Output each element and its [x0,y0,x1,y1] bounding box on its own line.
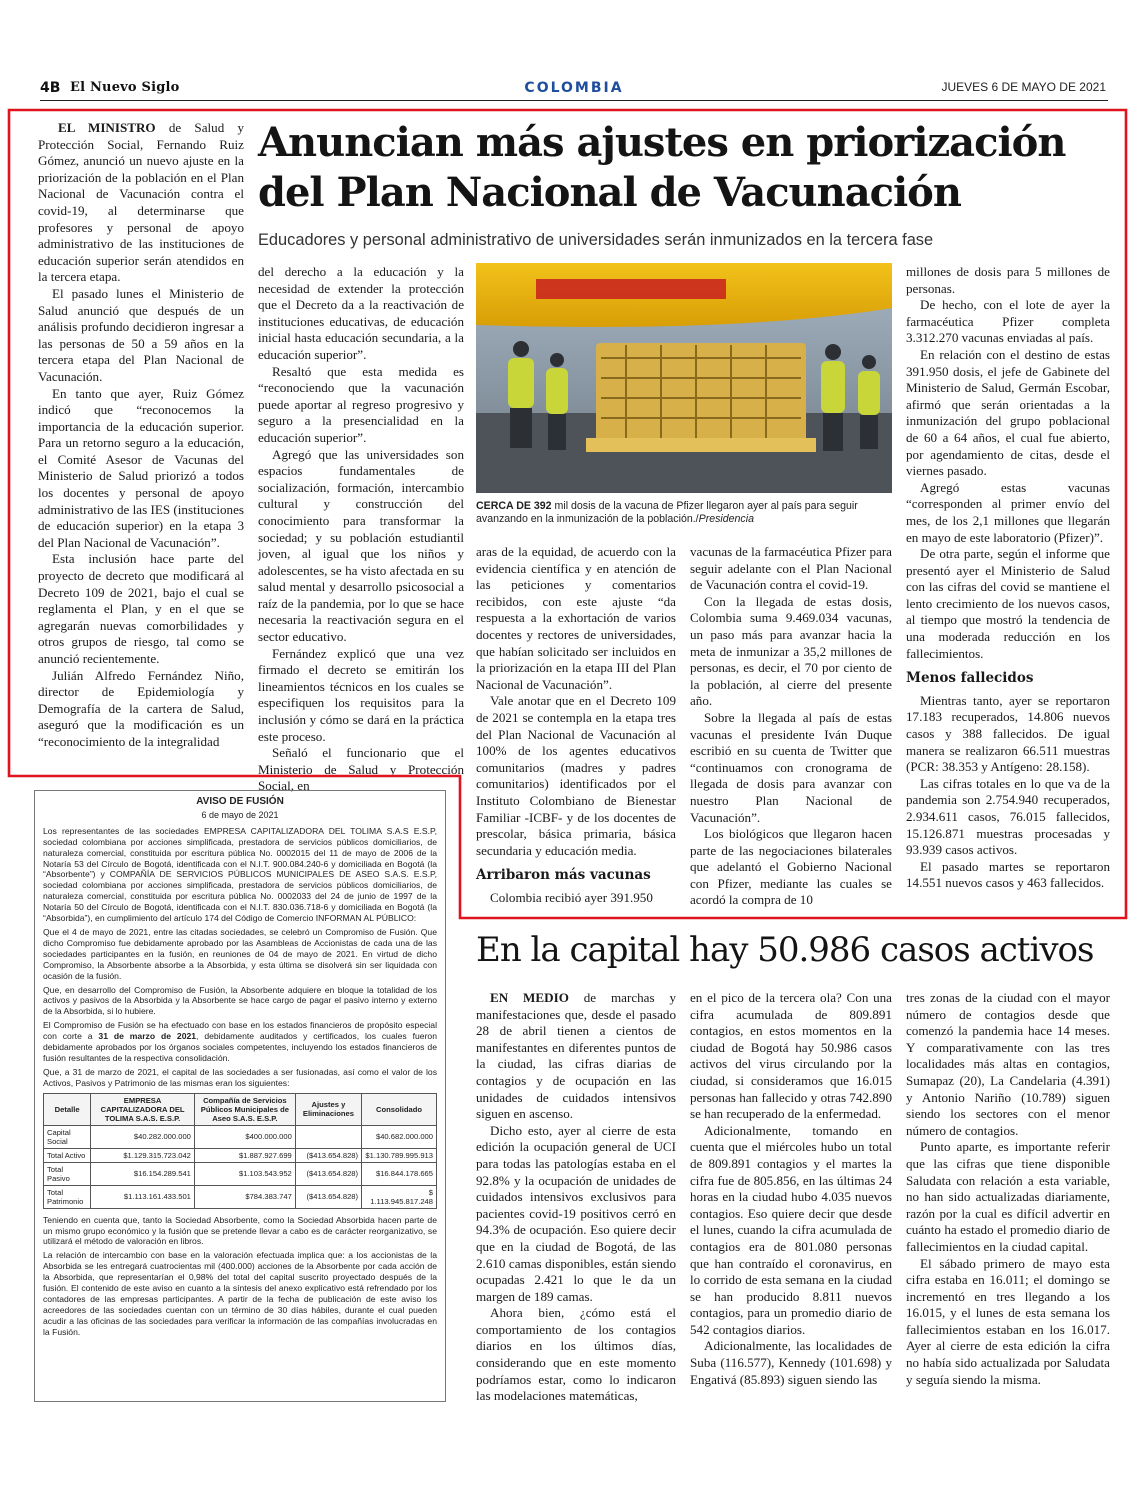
article2-column-1 [476,990,676,1405]
table-cell: $784.383.747 [194,1185,295,1208]
paragraph: El pasado lunes el Ministerio de Salud anunció que después de un análisis profundo decidieron ingresar a las personas de 50 a 59 años en la tercera etapa del Plan Nacional de Vacunación. [38,285,244,384]
paragraph: Colombia recibió ayer 391.950 [490,889,653,905]
table-cell: $1.130.789.995.913 [362,1148,437,1162]
paragraph: El pasado martes se reportaron 14.551 nuevos casos y 463 fallecidos. [906,858,1110,891]
paragraph: vacunas de la farmacéutica Pfizer para seguir adelante con el Plan Nacional de Vacunación contra el covid-19. [690,544,892,593]
notice-text: , debidamente auditados y certificados, los cuales fueron debidamente aprobados por los órganos sociales competentes, incluyendo los estados financieros de fusión resultantes de la respectiva consolidación. [43,1031,437,1063]
paragraph: De hecho, con el lote de ayer la farmacéutica Pfizer completa 3.312.270 vacunas enviadas al país. [906,297,1110,346]
paragraph: Los biológicos que llegaron hacen parte de las negociaciones bilaterales que adelantó el Gobierno Nacional con Pfizer, mediante las cuales se acordó la compra de 10 [690,826,892,908]
caption-text: mil dosis de la vacuna de Pfizer llegaron ayer al país para seguir avanzando en la inmunización de la población./ [476,500,858,525]
notice-paragraph: Que, en desarrollo del Compromiso de Fusión, la Absorbente adquiere en bloque la totalidad de los activos y pasivos de la Absorbida y la Absorbente se hace cargo de pagar el pasivo interno y externo de la Absorbida, si lo hubiere. [43,984,437,1017]
paragraph: millones de dosis para 5 millones de personas. [906,264,1110,296]
lead-in: EL MINISTRO [58,120,156,135]
paragraph: Agregó que las universidades son espacios fundamentales de socialización, formación, intercambio cultural y construcción del conocimiento para transformar la sociedad; y su población estudiantil joven, al igual que los niños y adolescentes, se ha visto afectada en su salud mental y desarrollo psicosocial a raíz de la pandemia, por lo que se hace necesaria la reactivación segura en el sector educativo. [258,446,464,645]
paragraph: El sábado primero de mayo esta cifra estaba en 16.011; el domingo se incrementó en tres llegando a los 16.015, y el lunes de esta semana los fallecimientos estaban en los 16.017. Ayer al cierre de esta edición la cifra no había sido actualizada por Saludata y seguía siendo la misma. [906,1255,1110,1387]
paragraph: Adicionalmente, tomando en cuenta que el miércoles hubo un total de 809.891 contagios y el martes la cifra fue de 805.856, en las últimas 24 horas en la ciudad hubo 4.035 nuevos contagios. Eso quiere decir que desde el lunes, cuando la cifra acumulada de contagios era de 801.080 personas que han contraído el coronavirus, en lo corrido de esta semana en la ciudad se han producido 8.811 nuevos contagios, para un promedio diario de 542 contagios diarios. [690,1122,892,1337]
table-cell: $16.844.178.665 [362,1162,437,1185]
article2-column-3 [906,990,1110,1388]
subheading: Arribaron más vacunas [476,867,651,884]
issue-date: JUEVES 6 DE MAYO DE 2021 [941,80,1106,94]
table-cell: Total Pasivo [44,1162,91,1185]
table-header: Compañía de Servicios Públicos Municipales de Aseo S.A.S. E.S.P. [194,1093,295,1125]
notice-paragraph: Que, a 31 de marzo de 2021, el capital de las sociedades a ser fusionadas, así como el valor de los Activos, Pasivos y Patrimonio de las mismas eran los siguientes: [43,1066,437,1088]
notice-text: El Compromiso de Fusión se ha efectuado con base en los estados financieros de propósito especial con corte a [43,1020,437,1042]
table-header: Detalle [44,1093,91,1125]
paragraph: De otra parte, según el informe que presentó ayer el Ministerio de Salud con las cifras del covid se mantiene el lento crecimiento de los nuevos casos, al tiempo que mostró la tendencia de una moderada reducción en los fallecimientos. [906,546,1110,661]
table-row [44,1125,437,1148]
table-cell [295,1125,361,1148]
table-cell: $1.129.315.723.042 [91,1148,195,1162]
table-header-row [44,1093,437,1125]
paragraph: Fernández explicó que una vez firmado el decreto se emitirán los lineamientos técnicos en los cuales se especifiquen los requisitos para la inclusión y cómo se dará en la práctica este proceso. [258,645,464,744]
table-header: EMPRESA CAPITALIZADORA DEL TOLIMA S.A.S. E.S.P. [91,1093,195,1125]
paragraph: Mientras tanto, ayer se reportaron 17.183 recuperados, 14.806 nuevos casos y 388 fallecidos. De igual manera se realizaron 66.511 muestras (PCR: 38.353 y Antígeno: 28.158). [906,692,1110,775]
table-row [44,1148,437,1162]
subheading: Menos fallecidos [906,670,1034,687]
caption-lead: CERCA DE 392 [476,500,552,512]
article2-headline: En la capital hay 50.986 casos activos [476,930,1094,970]
paragraph: Con la llegada de estas dosis, Colombia suma 9.469.034 vacunas, un paso más para avanzar hacia la meta de inmunizar a 35,2 millones de personas, es decir, el 70 por ciento de la población, al cierre del presente año. [690,593,892,709]
paragraph: Ahora bien, ¿cómo está el comportamiento de los contagios diarios en los últimos días, considerando que en este momento podríamos estar, como lo indicaron las modelaciones matemáticas, [476,1305,676,1404]
paragraph: Agregó estas vacunas “corresponden al primer envío del mes, de los 2,1 millones que llegarán en mayo de este laboratorio (Pfizer)”. [906,479,1110,545]
page-number: 4B [40,80,61,96]
paragraph: Las cifras totales en lo que va de la pandemia son 2.754.940 recuperados, 2.934.611 casos, 76.015 fallecidos, 15.126.871 muestras procesadas y 93.939 casos activos. [906,775,1110,858]
table-cell: $1.887.927.699 [194,1148,295,1162]
notice-paragraph: Los representantes de las sociedades EMPRESA CAPITALIZADORA DEL TOLIMA S.A.S E.S.P, sociedad colombiana por acciones simplificada, prestadora de servicios públicos domiciliarios, de naturaleza comercial, constituida por escritura pública No. 0002015 del 11 de mayo de 2006 de la Notaría 53 del Círculo de Bogotá, identificada con el N.I.T. 900.084.240-6 y domiciliada en Bogotá (la “Absorbente”) y COMPAÑÍA DE SERVICIOS PÚBLICOS MUNICIPALES DE ASEO S.A.S. E.S.P, sociedad colombiana por acciones simplificada, prestadora de servicios públicos domiciliarios, de naturaleza comercial, constituida por escritura pública No. 0002033 del 24 de junio de 1997 de la Notaría 50 del Círculo de Bogotá, identificada con el N.I.T. 830.036.718-6 y domiciliada en Bogotá (la “Absorbida”), en cumplimiento del artículo 174 del Código de Comercio INFORMAN AL PÚBLICO: [43,825,437,924]
paragraph: Sobre la llegada al país de estas vacunas el presidente Iván Duque escribió en su cuenta de Twitter que “continuamos con cronograma de llegada de dosis para avanzar con nuestro Plan Nacional de Vacunación”. [690,709,892,825]
table-cell: ($413.654.828) [295,1148,361,1162]
table-cell: $40.682.000.000 [362,1125,437,1148]
headline-line: del Plan Nacional de Vacunación [258,169,961,216]
table-cell: Total Patrimonio [44,1185,91,1208]
notice-paragraph: Que el 4 de mayo de 2021, entre las citadas sociedades, se celebró un Compromiso de Fusión. Que dicho Compromiso fue debidamente aprobado por las Asambleas de Accionistas de cada una de las sociedades participantes en la fusión, en reuniones de 04 de mayo de 2021. En virtud de dicho Compromiso, la Absorbente absorbe a la Absorbida, y esta última se disolverá sin ser liquidada con ocasión de la fusión. [43,926,437,981]
table-cell: Capital Social [44,1125,91,1148]
paragraph-text: de Salud y Protección Social, Fernando Ruiz Gómez, anunció un nuevo ajuste en la priorización de la población en el Plan Nacional de Vacunación contra el covid-19, al determinarse que profesores y personal de apoyo administrativo de las instituciones de educación superior serán atendidos en la tercera etapa. [38,120,244,285]
paragraph: Julián Alfredo Fernández Niño, director de Epidemiología y Demografía de la cartera de Salud, aseguró que la modificación es un “reconocimiento de la integralidad [38,667,244,749]
table-cell: $ 1.113.945.817.248 [362,1185,437,1208]
paragraph: en el pico de la tercera ola? Con una cifra acumulada de 809.891 contagios, en estos momentos en la ciudad de Bogotá hay 50.986 casos activos del virus circulando por la ciudad, si consideramos que 16.015 personas han fallecido y otras 742.890 se han recuperado de la enfermedad. [690,990,892,1122]
headline-line: Anuncian más ajustes en priorización [258,119,1066,166]
paragraph: Esta inclusión hace parte del proyecto de decreto que modificará al Decreto 109 de 2021, bajo el cual se reglamenta el Plan, y en el que se agregarán nuevas comorbilidades y otros grupos de riesgo, tal como se anunció recientemente. [38,551,244,666]
paragraph [476,990,676,1123]
table-cell: $1.113.161.433.501 [91,1185,195,1208]
paragraph: Adicionalmente, las localidades de Suba (116.577), Kennedy (101.698) y Engativá (85.893) siguen siendo las [690,1338,892,1387]
notice-date: 6 de mayo de 2021 [201,809,279,820]
article1-subtitle: Educadores y personal administrativo de universidades serán inmunizados en la tercera fase [258,231,934,249]
lead-in: EN MEDIO [490,990,569,1005]
paragraph: En relación con el destino de estas 391.950 dosis, el jefe de Gabinete del Ministerio de Salud, Germán Escobar, afirmó que serán orientadas a la inmunización del grupo poblacional de 60 a 64 años, el cual fue abierto, por agendamiento de citas, desde el viernes pasado. [906,346,1110,479]
paragraph: Señaló el funcionario que el Ministerio de Salud y Protección Social, en [258,745,464,794]
notice-paragraph [43,1020,437,1064]
photo-credit: Presidencia [698,513,754,525]
section-name: COLOMBIA [524,80,624,96]
paragraph-text: de marchas y manifestaciones que, desde el pasado 28 de abril tienen a cientos de manifestantes en diferentes puntos de la ciudad, las cifras diarias de contagios y de ocupación en las unidades de cuidados intensivos siguen en ascenso. [476,990,676,1122]
table-cell: $1.103.543.952 [194,1162,295,1185]
table-cell: $400.000.000 [194,1125,295,1148]
notice-paragraph: Teniendo en cuenta que, tanto la Sociedad Absorbente, como la Sociedad Absorbida hacen parte de un mismo grupo económico y la fusión que se pretende llevar a cabo es de carácter reorganizativo, se utilizará el método de valoración en libros. [43,1214,437,1247]
newspaper-name: El Nuevo Siglo [70,80,180,95]
paragraph: del derecho a la educación y la necesidad de extender la protección que el Decreto da a la reactivación de instituciones educativas, de educación inicial hasta educación secundaria, a la educación superior”. [258,264,464,362]
table-row [44,1162,437,1185]
paragraph: Vale anotar que en el Decreto 109 de 2021 se contempla en la etapa tres del Plan Nacional de Vacunación al 100% de los agentes educativos comunitarios (madres y padres comunitarios) identificados por el Instituto Colombiano de Bienestar Familiar -ICBF- y de los docentes de prescolar, básica primaria, básica secundaria y educación media. [476,693,676,858]
paragraph: aras de la equidad, de acuerdo con la evidencia científica y en atención de las peticiones y comentarios recibidos, con este ajuste “da respuesta a la exhortación de varios docentes y rectores de universidades, que habían solicitado ser incluidos en la priorización en la etapa III del Plan Nacional de Vacunación”. [476,544,676,692]
table-row [44,1185,437,1208]
table-cell: ($413.654.828) [295,1162,361,1185]
notice-title: AVISO DE FUSIÓN [196,796,284,807]
notice-bold-date: 31 de marzo de 2021 [98,1031,197,1042]
notice-paragraph: La relación de intercambio con base en la valoración efectuada implica que: a los accionistas de la Absorbida se les entregará cuatrocientas mil (400.000) acciones de la Absorbente por cada acción de la Absorbida, que representarían el 0,98% del total del capital suscrito proyectado después de la fusión. El contenido de este aviso en cuanto a la síntesis del anexo explicativo está refrendado por los contadores de las empresas participantes. A partir de la fecha de publicación de este aviso los acreedores de las sociedades cuentan con un término de 30 días hábiles, durante el cual pueden acudir a las oficinas de las sociedades para verificar la información de las compañías involucradas en la Fusión. [43,1250,437,1337]
paragraph: tres zonas de la ciudad con el mayor número de contagios desde que comenzó la pandemia hace 14 meses. Y comparativamente con las tres localidades más altas en contagios, Sumapaz (20), La Candelaria (4.391) y Antonio Nariño (10.789) siguen siendo los sectores con el menor número de contagios. [906,990,1110,1138]
paragraph: Dicho esto, ayer al cierre de esta edición la ocupación general de UCI para todas las patologías estaba en el 92.8% y la ocupación de unidades de cuidados intensivos exclusivos para pacientes covid-19 positivos cerró en 94.3% de ocupación. Eso quiere decir que en la ciudad de Bogotá, de las 2.610 camas disponibles, están siendo ocupadas 2.421 lo que le da un margen de 189 camas. [476,1122,676,1304]
financial-table [43,1093,437,1209]
table-header: Consolidado [362,1093,437,1125]
table-cell: $16.154.289.541 [91,1162,195,1185]
table-cell: ($413.654.828) [295,1185,361,1208]
table-header: Ajustes y Eliminaciones [295,1093,361,1125]
paragraph: Punto aparte, es importante referir que las cifras que tiene disponible Saludata con relación a esta variable, no han sido actualizadas diariamente, razón por la cual es difícil advertir en cuánto ha estado el promedio diario de fallecimientos en la ciudad capital. [906,1139,1110,1254]
table-cell: $40.282.000.000 [91,1125,195,1148]
merger-notice [34,790,446,1402]
paragraph: En tanto que ayer, Ruiz Gómez indicó que “reconocemos la importancia de la educación superior. Para un retorno seguro a la educación, el Comité Asesor de Vacunas del Ministerio de Salud priorizó a todos los docentes y personal de apoyo administrativo de las IES (instituciones de educación superior) en la etapa 3 del Plan Nacional de Vacunación”. [38,385,244,550]
paragraph: Resaltó que esta medida es “reconociendo que la vacunación puede aportar al regreso progresivo y seguro a la presencialidad en la educación superior”. [258,363,464,445]
table-cell: Total Activo [44,1148,91,1162]
article2-column-2 [690,990,892,1388]
